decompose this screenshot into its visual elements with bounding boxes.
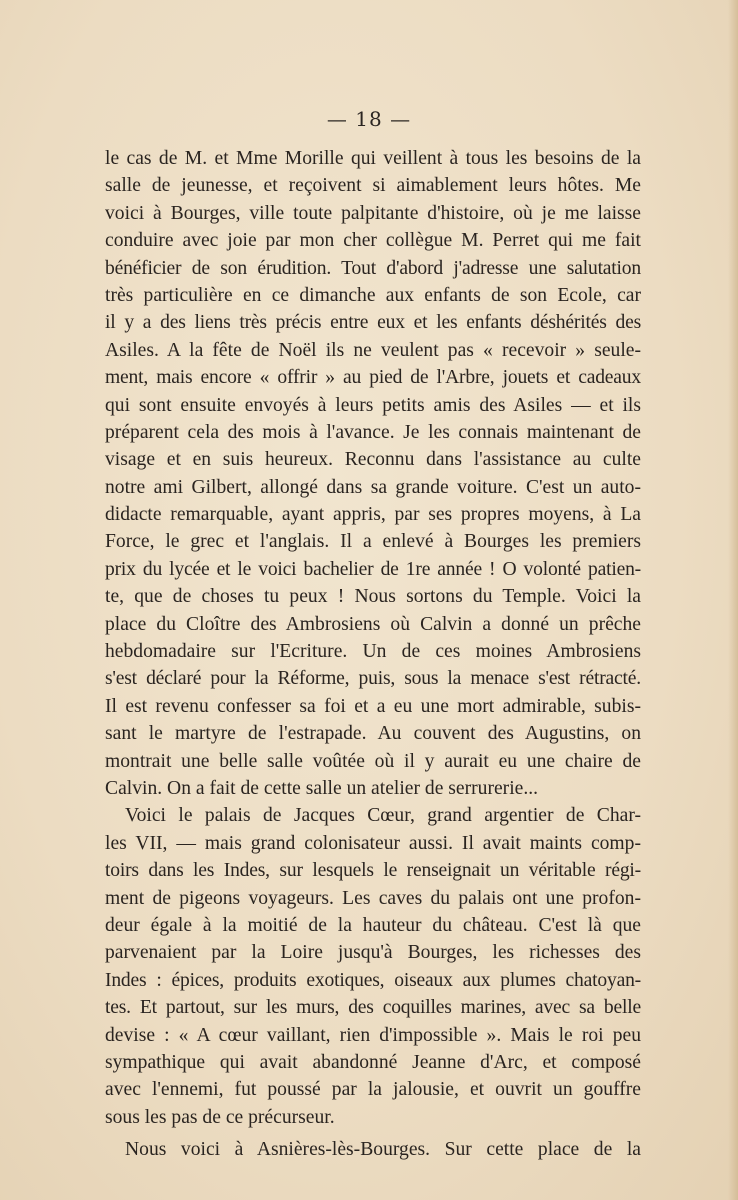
text-line: Indes : épices, produits exotiques, oiseaux aux plumes chatoyan- bbox=[105, 969, 641, 991]
text-line: te, que de choses tu peux ! Nous sortons du Temple. Voici la bbox=[105, 586, 641, 608]
text-line: Nous voici à Asnières-lès-Bourges. Sur cette place de la bbox=[125, 1139, 641, 1161]
text-line: Calvin. On a fait de cette salle un atelier de serrurerie... bbox=[105, 777, 539, 799]
text-line: avec l'ennemi, fut poussé par la jalousie, et ouvrit un gouffre bbox=[105, 1079, 641, 1101]
text-line: préparent cela des mois à l'avance. Je les connais maintenant de bbox=[105, 421, 641, 443]
text-line: Asiles. A la fête de Noël ils ne veulent pas « recevoir » seule- bbox=[105, 339, 641, 361]
page-body-text bbox=[105, 145, 641, 1163]
text-line: Force, le grec et l'anglais. Il a enlevé à Bourges les premiers bbox=[105, 531, 641, 553]
text-line: qui sont ensuite envoyés à leurs petits amis des Asiles — et ils bbox=[105, 394, 641, 416]
text-line: Voici le palais de Jacques Cœur, grand argentier de Char- bbox=[125, 805, 641, 827]
text-line: s'est déclaré pour la Réforme, puis, sous la menace s'est rétracté. bbox=[105, 668, 641, 690]
text-line: sant le martyre de l'estrapade. Au couvent des Augustins, on bbox=[105, 723, 641, 745]
text-line: hebdomadaire sur l'Ecriture. Un de ces moines Ambrosiens bbox=[105, 641, 641, 663]
text-line: très particulière en ce dimanche aux enfants de son Ecole, car bbox=[105, 284, 641, 306]
text-line: Il est revenu confesser sa foi et a eu une mort admirable, subis- bbox=[105, 695, 641, 717]
text-line: deur égale à la moitié de la hauteur du château. C'est là que bbox=[105, 914, 641, 936]
text-line: sous les pas de ce précurseur. bbox=[105, 1106, 335, 1128]
text-line: didacte remarquable, ayant appris, par ses propres moyens, à La bbox=[105, 504, 641, 526]
text-line: devise : « A cœur vaillant, rien d'impossible ». Mais le roi peu bbox=[105, 1024, 641, 1046]
text-line: voici à Bourges, ville toute palpitante d'histoire, où je me laisse bbox=[105, 202, 641, 224]
text-line: les VII, — mais grand colonisateur aussi. Il avait maints comp- bbox=[105, 832, 641, 854]
page-edge-shading bbox=[728, 0, 738, 1200]
text-line: conduire avec joie par mon cher collègue M. Perret qui me fait bbox=[105, 230, 641, 252]
text-line: place du Cloître des Ambrosiens où Calvin a donné un prêche bbox=[105, 613, 641, 635]
text-line: ment, mais encore « offrir » au pied de l'Arbre, jouets et cadeaux bbox=[105, 367, 641, 389]
text-line: le cas de M. et Mme Morille qui veillent à tous les besoins de la bbox=[105, 148, 641, 169]
page-number: — 18 — bbox=[326, 107, 412, 131]
text-line: montrait une belle salle voûtée où il y aurait eu une chaire de bbox=[105, 750, 641, 772]
text-line: ment de pigeons voyageurs. Les caves du palais ont une profon- bbox=[105, 887, 641, 909]
text-line: parvenaient par la Loire jusqu'à Bourges, les richesses des bbox=[105, 942, 641, 964]
text-line: sympathique qui avait abandonné Jeanne d'Arc, et composé bbox=[105, 1051, 641, 1073]
text-line: prix du lycée et le voici bachelier de 1re année ! O volonté patien- bbox=[105, 558, 641, 580]
text-line: visage et en suis heureux. Reconnu dans l'assistance au culte bbox=[105, 449, 641, 471]
text-line: tes. Et partout, sur les murs, des coquilles marines, avec sa belle bbox=[105, 997, 641, 1019]
text-line: notre ami Gilbert, allongé dans sa grande voiture. C'est un auto- bbox=[105, 476, 641, 498]
text-line: bénéficier de son érudition. Tout d'abord j'adresse une salutation bbox=[105, 257, 641, 279]
text-line: il y a des liens très précis entre eux et les enfants déshérités des bbox=[105, 312, 641, 334]
text-line: toirs dans les Indes, sur lesquels le renseignait un véritable régi- bbox=[105, 860, 641, 882]
text-line: salle de jeunesse, et reçoivent si aimablement leurs hôtes. Me bbox=[105, 175, 641, 197]
